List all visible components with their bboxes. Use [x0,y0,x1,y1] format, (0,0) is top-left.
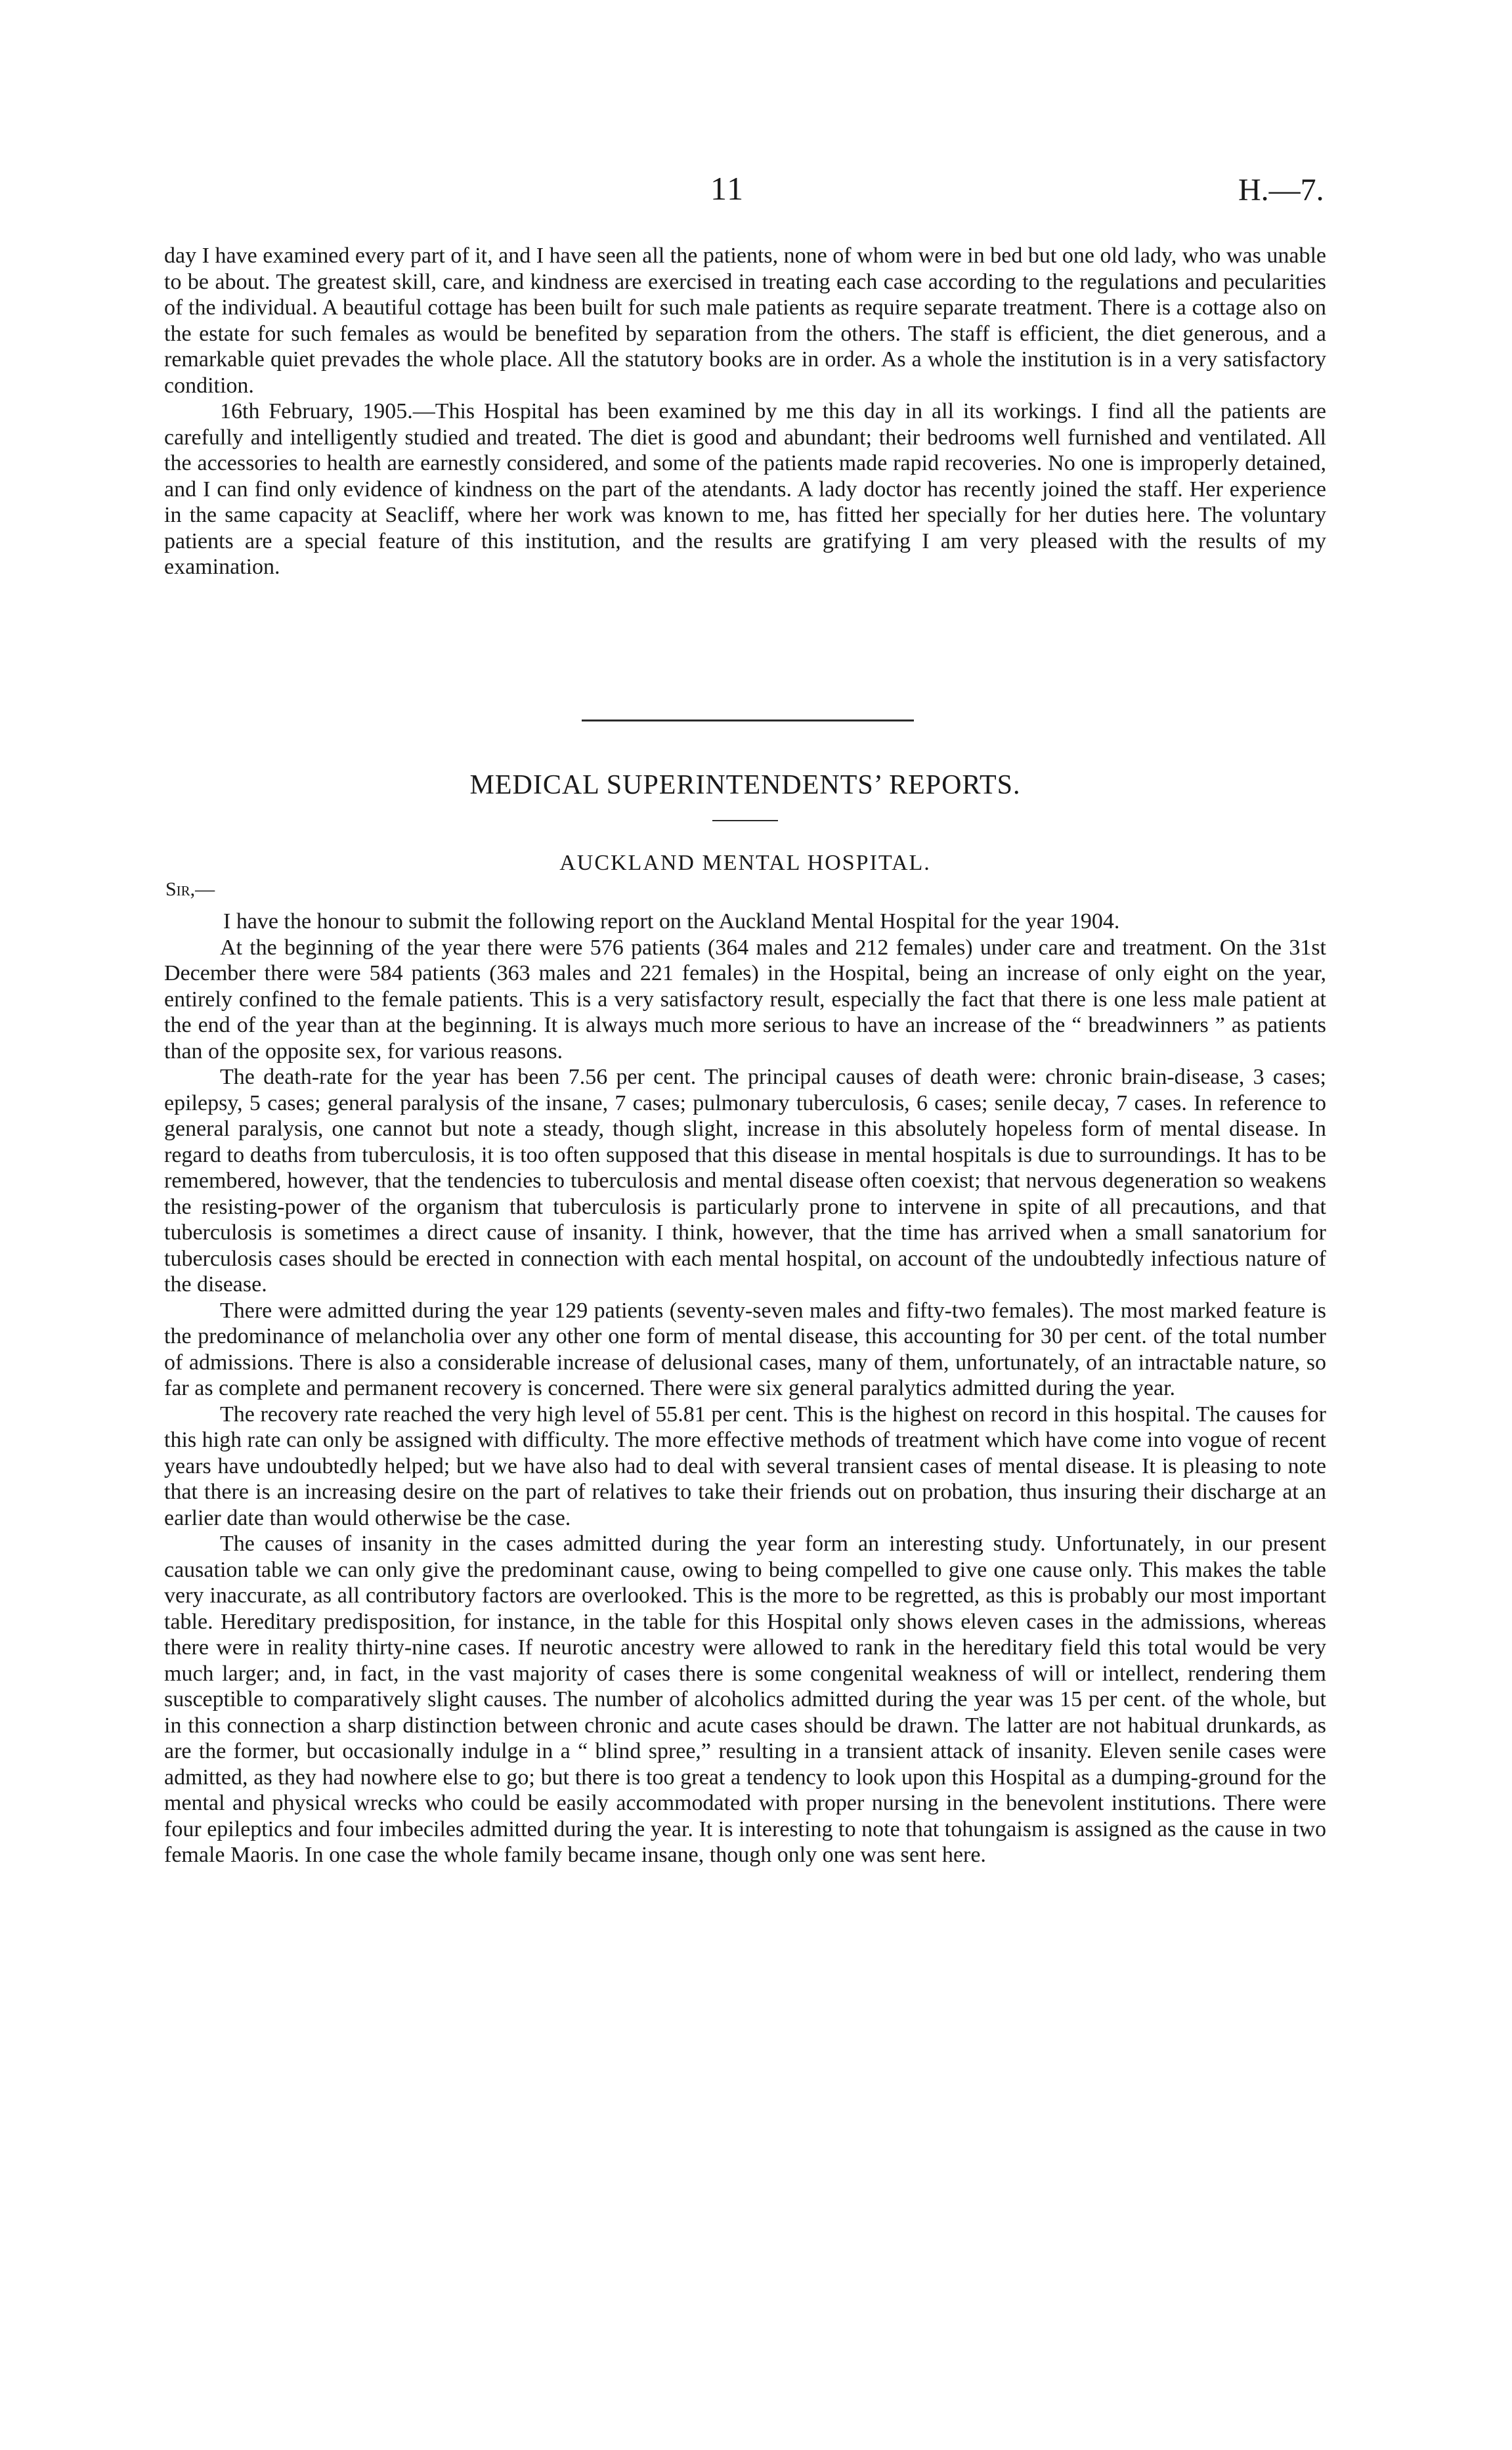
report-paragraph: I have the honour to submit the following report on the Auckland Mental Hospital for the year 1904. [223,909,1120,934]
salutation: Sir,— [165,878,215,900]
report-paragraph: At the beginning of the year there were 576 patients (364 males and 212 females) under care and treatment. On the 31st December there were 584 patients (363 males and 221 females) in the Hospital, being an increase of only eight on the year, entirely confined to the female patients. This is a very satisfactory result, especially the fact that there is one less male patient at the end of the year than at the beginning. It is always much more serious to have an increase of the “ breadwinners ” as patients than of the opposite sex, for various reasons. [164,935,1326,1064]
report-paragraph: The causes of insanity in the cases admitted during the year form an interesting study. Unfortunately, in our present causation table we can only give the predominant cause, owing to being compelled to give one cause only. This makes the table very inaccurate, as all contributory factors are overlooked. This is the more to be regretted, as this is probably our most important table. Hereditary predisposition, for instance, in the table for this Hospital only shows eleven cases in the admissions, whereas there were in reality thirty-nine cases. If neurotic ancestry were allowed to rank in the hereditary field this total would be very much larger; and, in fact, in the vast majority of cases there is some congenital weakness of will or intellect, rendering them susceptible to comparatively slight causes. The number of alcoholics admitted during the year was 15 per cent. of the whole, but in this connection a sharp distinction between chronic and acute cases should be drawn. The latter are not habitual drunkards, as are the former, but occasionally indulge in a “ blind spree,” resulting in a transient attack of insanity. Eleven senile cases were admitted, as they had nowhere else to go; but there is too great a tendency to look upon this Hospital as a dumping-ground for the mental and physical wrecks who could be easily accommodated with proper nursing in the benevolent institutions. There were four epileptics and four imbeciles admitted during the year. It is interesting to note that tohungaism is assigned as the cause in two female Maoris. In one case the whole family became insane, though only one was sent here. [164,1532,1326,1867]
hospital-heading: AUCKLAND MENTAL HOSPITAL. [559,851,931,875]
report-paragraph: The recovery rate reached the very high level of 55.81 per cent. This is the highest on record in this hospital. The causes for this high rate can only be assigned with difficulty. The more effective methods of treatment which have come into vogue of recent years have undoubtedly helped; but we have also had to deal with several transient cases of mental disease. It is pleasing to note that there is an increasing desire on the part of relatives to take their friends out on probation, thus insuring their discharge at an earlier date than would otherwise be the case. [164,1402,1326,1530]
title-underline [712,820,778,821]
page-number: 11 [710,170,745,207]
section-divider [582,720,914,721]
report-paragraph: There were admitted during the year 129 patients (seventy-seven males and fifty-two females). The most marked feature is the predominance of melancholia over any other one form of mental disease, this accounting for 30 per cent. of the total number of admissions. There is also a considerable increase of delusional cases, many of them, unfortunately, of an intractable nature, so far as complete and permanent recovery is concerned. There were six general paralytics admitted during the year. [164,1298,1326,1400]
inspector-report [164,243,1326,580]
inspector-paragraph: 16th February, 1905.—This Hospital has been examined by me this day in all its workings. I find all the patients are carefully and intelligently studied and treated. The diet is good and abundant; their bedrooms well furnished and ventilated. All the accessories to health are earnestly considered, and some of the patients made rapid recoveries. No one is improperly detained, and I can find only evidence of kindness on the part of the atendants. A lady doctor has recently joined the staff. Her experience in the same capacity at Seacliff, where her work was known to me, has fitted her specially for her duties here. The voluntary patients are a special feature of this institution, and the results are gratifying I am very pleased with the results of my examination. [164,399,1326,579]
document-reference: H.—7. [1238,173,1324,207]
section-title: MEDICAL SUPERINTENDENTS’ REPORTS. [469,770,1021,800]
superintendent-report [164,909,1326,1868]
report-paragraph: The death-rate for the year has been 7.56 per cent. The principal causes of death were: chronic brain-disease, 3 cases; epilepsy, 5 cases; general paralysis of the insane, 7 cases; pulmonary tuberculosis, 6 cases; senile decay, 7 cases. In reference to general paralysis, one cannot but note a steady, though slight, increase in this absolutely hopeless form of mental disease. In regard to deaths from tuberculosis, it is too often supposed that this disease in mental hospitals is due to surroundings. It has to be remembered, however, that the tendencies to tuberculosis and mental disease often coexist; that nervous degeneration so weakens the resisting-power of the organism that tuberculosis is particularly prone to intervene in spite of all precautions, and that tuberculosis is sometimes a direct cause of insanity. I think, however, that the time has arrived when a small sanatorium for tuberculosis cases should be erected in connection with each mental hospital, on account of the undoubtedly infectious nature of the disease. [164,1065,1326,1297]
inspector-paragraph: day I have examined every part of it, and I have seen all the patients, none of whom were in bed but one old lady, who was unable to be about. The greatest skill, care, and kindness are exercised in treating each case according to the regulations and pecularities of the individual. A beautiful cottage has been built for such male patients as require separate treatment. There is a cottage also on the estate for such females as would be benefited by separation from the others. The staff is efficient, the diet generous, and a remarkable quiet prevades the whole place. All the statutory books are in order. As a whole the institution is in a very satisfactory condition. [164,244,1326,398]
